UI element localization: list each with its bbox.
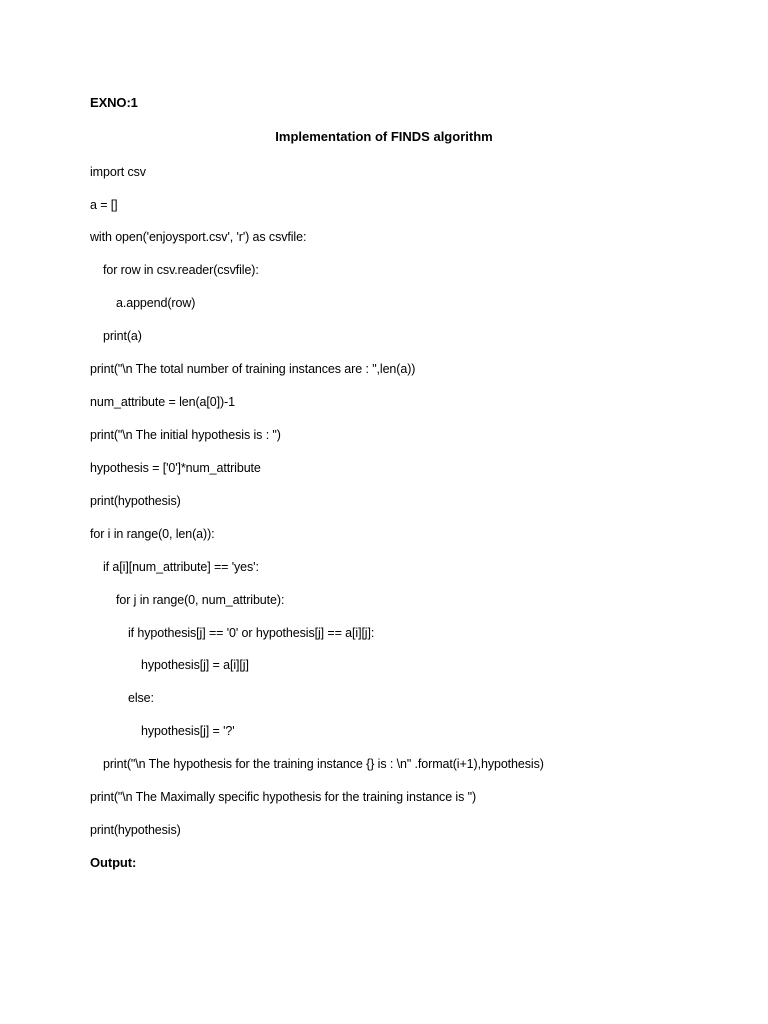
code-line: with open('enjoysport.csv', 'r') as csvfile: bbox=[90, 230, 307, 244]
code-line: print(hypothesis) bbox=[90, 823, 181, 837]
code-line: if hypothesis[j] == '0' or hypothesis[j] == a[i][j]: bbox=[128, 626, 375, 640]
code-line: print("\n The initial hypothesis is : ") bbox=[90, 428, 281, 442]
code-line: num_attribute = len(a[0])-1 bbox=[90, 395, 235, 409]
document-title: Implementation of FINDS algorithm bbox=[275, 129, 493, 144]
code-line: print(a) bbox=[103, 329, 142, 343]
code-line: a.append(row) bbox=[116, 296, 196, 310]
code-line: hypothesis[j] = '?' bbox=[141, 724, 235, 738]
code-line: print("\n The hypothesis for the training instance {} is : \n" .format(i+1),hypothesis) bbox=[103, 757, 544, 771]
code-line: for j in range(0, num_attribute): bbox=[116, 593, 285, 607]
code-line: print("\n The total number of training instances are : ",len(a)) bbox=[90, 362, 416, 376]
exercise-number: EXNO:1 bbox=[90, 95, 138, 110]
code-line: a = [] bbox=[90, 198, 118, 212]
code-line: import csv bbox=[90, 165, 146, 179]
code-line: hypothesis = ['0']*num_attribute bbox=[90, 461, 261, 475]
code-line: for i in range(0, len(a)): bbox=[90, 527, 215, 541]
code-line: print("\n The Maximally specific hypothesis for the training instance is ") bbox=[90, 790, 477, 804]
code-line: for row in csv.reader(csvfile): bbox=[103, 263, 259, 277]
output-label: Output: bbox=[90, 855, 137, 870]
code-line: print(hypothesis) bbox=[90, 494, 181, 508]
code-line: hypothesis[j] = a[i][j] bbox=[141, 658, 249, 672]
code-line: else: bbox=[128, 691, 154, 705]
code-line: if a[i][num_attribute] == 'yes': bbox=[103, 560, 259, 574]
